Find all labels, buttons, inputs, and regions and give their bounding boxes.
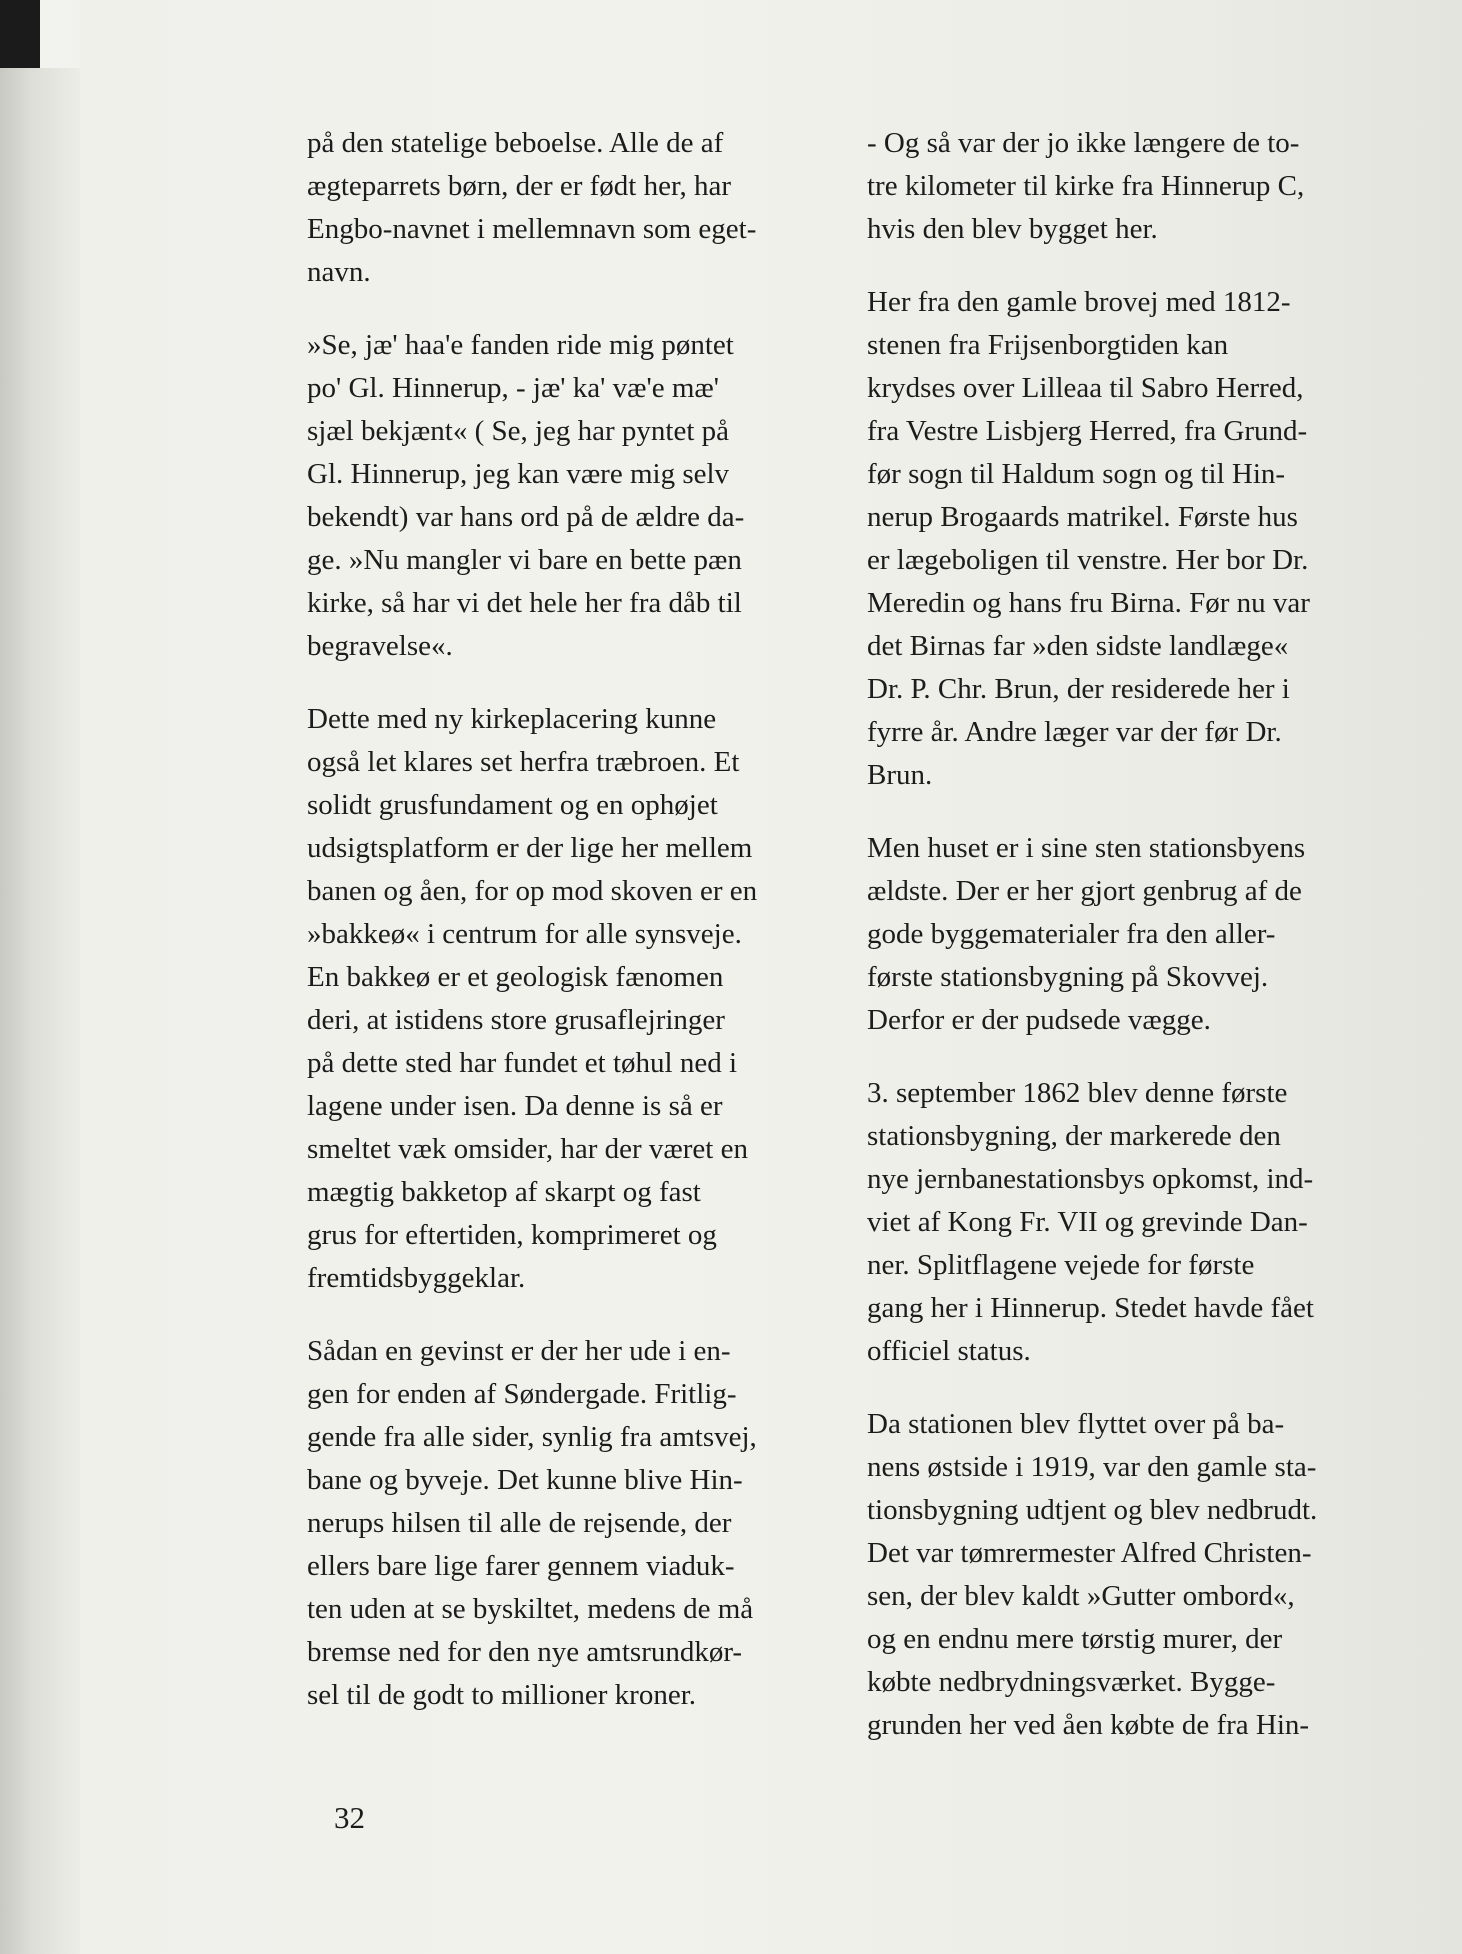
paragraph: [307, 1330, 897, 1717]
text-line: bekendt) var hans ord på de ældre da-: [307, 501, 745, 533]
text-line: bane og byveje. Det kunne blive Hin-: [307, 1464, 743, 1496]
text-line: nerup Brogaards matrikel. Første hus: [867, 501, 1298, 533]
text-line: lagene under isen. Da denne is så er: [307, 1090, 723, 1122]
text-line: ten uden at se byskiltet, medens de må: [307, 1593, 754, 1625]
text-line: viet af Kong Fr. VII og grevinde Dan-: [867, 1206, 1308, 1238]
text-line: »bakkeø« i centrum for alle synsveje.: [307, 918, 742, 950]
text-line: 3. september 1862 blev denne første: [867, 1077, 1288, 1109]
text-line: bremse ned for den nye amtsrundkør-: [307, 1636, 743, 1668]
paragraph: [867, 281, 1462, 797]
text-line: gen for enden af Søndergade. Fritlig-: [307, 1378, 737, 1410]
text-line: gode byggematerialer fra den aller-: [867, 918, 1276, 950]
text-line: Brun.: [867, 759, 933, 791]
text-line: nens østside i 1919, var den gamle sta-: [867, 1451, 1317, 1483]
text-line: gang her i Hinnerup. Stedet havde fået: [867, 1292, 1314, 1324]
text-line: og en endnu mere tørstig murer, der: [867, 1623, 1283, 1655]
text-line: Men huset er i sine sten stationsbyens: [867, 832, 1306, 864]
text-line: solidt grusfundament og en ophøjet: [307, 789, 718, 821]
text-line: fremtidsbyggeklar.: [307, 1262, 526, 1294]
text-line: stationsbygning, der markerede den: [867, 1120, 1281, 1152]
left-column: [307, 122, 897, 1747]
text-line: Derfor er der pudsede vægge.: [867, 1004, 1211, 1036]
text-line: på den statelige beboelse. Alle de af: [307, 127, 724, 159]
text-line: Gl. Hinnerup, jeg kan være mig selv: [307, 458, 730, 490]
page-number: 32: [334, 1800, 365, 1835]
text-line: udsigtsplatform er der lige her mellem: [307, 832, 753, 864]
text-line: smeltet væk omsider, har der været en: [307, 1133, 748, 1165]
text-line: kirke, så har vi det hele her fra dåb til: [307, 587, 742, 619]
text-line: po' Gl. Hinnerup, - jæ' ka' væ'e mæ': [307, 372, 719, 404]
text-line: er lægeboligen til venstre. Her bor Dr.: [867, 544, 1309, 576]
text-line: officiel status.: [867, 1335, 1031, 1367]
text-line: grus for eftertiden, komprimeret og: [307, 1219, 717, 1251]
text-line: gende fra alle sider, synlig fra amtsvej,: [307, 1421, 757, 1453]
text-line: Meredin og hans fru Birna. Før nu var: [867, 587, 1310, 619]
paragraph: [867, 1072, 1462, 1373]
text-line: også let klares set herfra træbroen. Et: [307, 746, 740, 778]
text-line: første stationsbygning på Skovvej.: [867, 961, 1269, 993]
text-line: deri, at istidens store grusaflejringer: [307, 1004, 725, 1036]
text-line: tre kilometer til kirke fra Hinnerup C,: [867, 170, 1305, 202]
text-line: nerups hilsen til alle de rejsende, der: [307, 1507, 732, 1539]
text-line: ældste. Der er her gjort genbrug af de: [867, 875, 1302, 907]
text-line: begravelse«.: [307, 630, 453, 662]
binding-edge: [0, 0, 40, 68]
text-line: sjæl bekjænt« ( Se, jeg har pyntet på: [307, 415, 730, 447]
text-line: Dette med ny kirkeplacering kunne: [307, 703, 717, 735]
paragraph: [307, 122, 897, 294]
text-line: ægteparrets børn, der er født her, har: [307, 170, 731, 202]
text-line: sel til de godt to millioner kroner.: [307, 1679, 697, 1711]
text-line: fyrre år. Andre læger var der før Dr.: [867, 716, 1282, 748]
paragraph: [867, 827, 1462, 1042]
text-line: ner. Splitflagene vejede for første: [867, 1249, 1255, 1281]
text-line: nye jernbanestationsbys opkomst, ind-: [867, 1163, 1314, 1195]
text-line: tionsbygning udtjent og blev nedbrudt.: [867, 1494, 1318, 1526]
text-line: ge. »Nu mangler vi bare en bette pæn: [307, 544, 742, 576]
text-line: - Og så var der jo ikke længere de to-: [867, 127, 1300, 159]
book-page: [80, 0, 1462, 1954]
paragraph: [307, 324, 897, 668]
text-line: »Se, jæ' haa'e fanden ride mig pøntet: [307, 329, 734, 361]
text-line: En bakkeø er et geologisk fænomen: [307, 961, 724, 993]
text-line: mægtig bakketop af skarpt og fast: [307, 1176, 701, 1208]
text-line: på dette sted har fundet et tøhul ned i: [307, 1047, 738, 1079]
paragraph: [307, 698, 897, 1300]
text-line: stenen fra Frijsenborgtiden kan: [867, 329, 1229, 361]
text-line: Det var tømrermester Alfred Christen-: [867, 1537, 1312, 1569]
text-line: krydses over Lilleaa til Sabro Herred,: [867, 372, 1304, 404]
text-line: fra Vestre Lisbjerg Herred, fra Grund-: [867, 415, 1308, 447]
text-line: banen og åen, for op mod skoven er en: [307, 875, 758, 907]
text-line: grunden her ved åen købte de fra Hin-: [867, 1709, 1310, 1741]
text-line: Sådan en gevinst er der her ude i en-: [307, 1335, 731, 1367]
text-line: det Birnas far »den sidste landlæge«: [867, 630, 1289, 662]
paragraph: [867, 122, 1462, 251]
text-line: Dr. P. Chr. Brun, der residerede her i: [867, 673, 1290, 705]
paragraph: [867, 1403, 1462, 1747]
text-line: sen, der blev kaldt »Gutter ombord«,: [867, 1580, 1295, 1612]
text-line: før sogn til Haldum sogn og til Hin-: [867, 458, 1286, 490]
text-line: Da stationen blev flyttet over på ba-: [867, 1408, 1285, 1440]
right-column: [867, 122, 1462, 1777]
text-line: navn.: [307, 256, 371, 288]
text-line: Her fra den gamle brovej med 1812-: [867, 286, 1291, 318]
page-stack-edge: [0, 68, 80, 1954]
text-line: Engbo-navnet i mellemnavn som eget-: [307, 213, 757, 245]
text-line: ellers bare lige farer gennem viaduk-: [307, 1550, 735, 1582]
text-line: hvis den blev bygget her.: [867, 213, 1158, 245]
text-line: købte nedbrydningsværket. Bygge-: [867, 1666, 1276, 1698]
